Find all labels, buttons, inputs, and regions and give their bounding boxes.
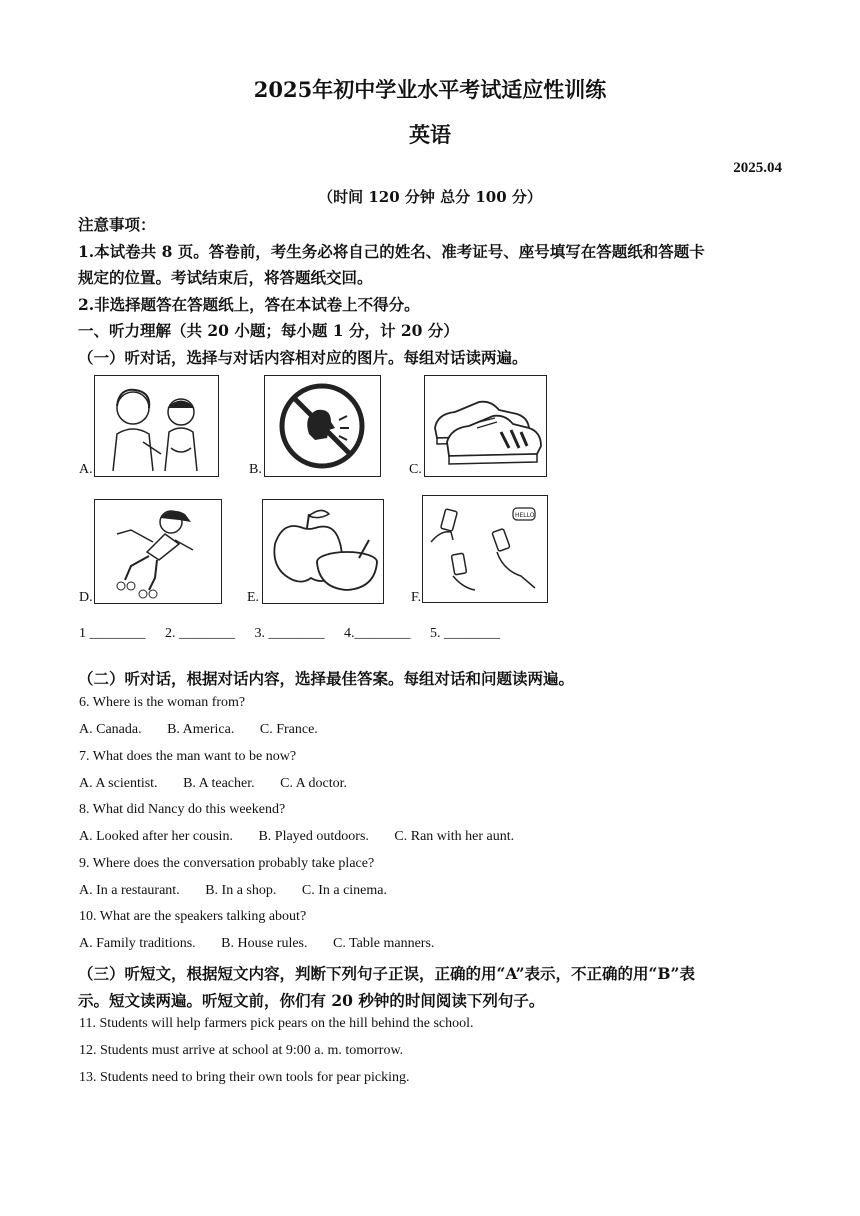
smartphone-hands-icon — [422, 495, 548, 603]
exam-subject: 英语 — [409, 122, 451, 147]
option: B. Played outdoors. — [258, 829, 369, 844]
option: B. House rules. — [221, 936, 308, 951]
section1-heading: 一、听力理解（共 20 小题；每小题 1 分，计 20 分） — [78, 321, 459, 340]
apple-icon — [262, 499, 384, 604]
doctor-and-sick-boy-icon — [94, 375, 219, 477]
exam-time-info: （时间 120 分钟 总分 100 分） — [318, 188, 542, 206]
roller-skater-icon — [94, 499, 222, 604]
part1-heading: （一）听对话，选择与对话内容相对应的图片。每组对话读两遍。 — [78, 348, 528, 367]
notes-heading: 注意事项： — [78, 215, 156, 234]
option: A. A scientist. — [79, 776, 158, 791]
question-6: 6. Where is the woman from? — [79, 695, 246, 710]
option: A. In a restaurant. — [79, 883, 180, 898]
image-label-f: F. — [411, 590, 422, 605]
notes-line-2: 2.非选择题答在答题纸上，答在本试卷上不得分。 — [78, 295, 420, 314]
image-label-d: D. — [79, 590, 93, 605]
image-label-b: B. — [249, 462, 262, 477]
question-9: 9. Where does the conversation probably take place? — [79, 856, 375, 871]
question-7-options — [79, 776, 369, 792]
part3-heading-cont: 示。短文读两遍。听短文前，你们有 20 秒钟的时间阅读下列句子。 — [78, 991, 545, 1010]
image-label-a: A. — [79, 462, 93, 477]
statement-11: 11. Students will help farmers pick pears on the hill behind the school. — [79, 1016, 474, 1031]
question-8-options — [79, 829, 536, 845]
option: C. Table manners. — [333, 936, 435, 951]
exam-date: 2025.04 — [733, 160, 782, 176]
notes-line-1: 1.本试卷共 8 页。答卷前，考生务必将自己的姓名、准考证号、座号填写在答题纸和答题卡 — [78, 242, 705, 261]
answer-blank[interactable]: 5. ________ — [430, 626, 500, 641]
question-10-options — [79, 936, 456, 952]
statement-13: 13. Students need to bring their own tools for pear picking. — [79, 1070, 410, 1085]
option: C. A doctor. — [280, 776, 348, 791]
option: B. America. — [167, 722, 235, 737]
option: A. Looked after her cousin. — [79, 829, 233, 844]
answer-blank[interactable]: 3. ________ — [254, 626, 325, 641]
statement-12: 12. Students must arrive at school at 9:00 a. m. tomorrow. — [79, 1043, 404, 1058]
no-talking-icon — [264, 375, 381, 477]
option: C. France. — [259, 722, 318, 737]
option: B. In a shop. — [205, 883, 277, 898]
answer-blank[interactable]: 4.________ — [344, 626, 411, 641]
image-label-c: C. — [409, 462, 422, 477]
question-6-options — [79, 722, 340, 738]
answer-blanks — [79, 626, 516, 642]
option: C. Ran with her aunt. — [394, 829, 515, 844]
part3-heading: （三）听短文，根据短文内容，判断下列句子正误，正确的用“A”表示，不正确的用“B”表 — [78, 964, 695, 983]
question-9-options — [79, 883, 409, 899]
svg-text:HELLO: HELLO — [515, 512, 535, 519]
notes-line-1b: 规定的位置。考试结束后，将答题纸交回。 — [78, 268, 373, 287]
sneakers-icon — [424, 375, 547, 477]
answer-blank[interactable]: 2. ________ — [165, 626, 235, 641]
answer-blank[interactable]: 1 ________ — [79, 626, 146, 641]
image-label-e: E. — [247, 590, 260, 605]
question-7: 7. What does the man want to be now? — [79, 749, 297, 764]
option: B. A teacher. — [183, 776, 255, 791]
option: A. Canada. — [79, 722, 142, 737]
question-10: 10. What are the speakers talking about? — [79, 909, 307, 924]
question-8: 8. What did Nancy do this weekend? — [79, 802, 286, 817]
option: C. In a cinema. — [301, 883, 387, 898]
option: A. Family traditions. — [79, 936, 196, 951]
exam-title: 2025年初中学业水平考试适应性训练 — [253, 77, 607, 102]
part2-heading: （二）听对话，根据对话内容，选择最佳答案。每组对话和问题读两遍。 — [78, 669, 575, 688]
